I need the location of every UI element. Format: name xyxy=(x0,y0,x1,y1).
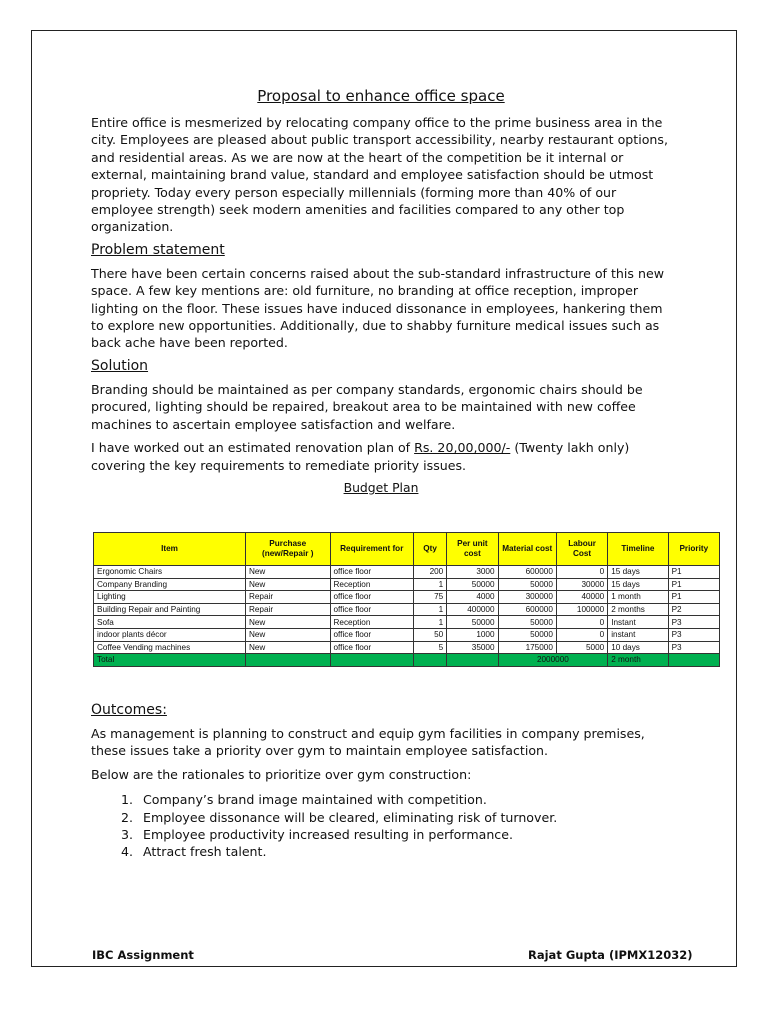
table-cell: 0 xyxy=(556,616,607,629)
plan-suffix: (Twenty lakh only) covering the key requirements to remediate priority issues. xyxy=(91,440,630,473)
table-cell: 4000 xyxy=(447,591,498,604)
total-empty-cell xyxy=(447,654,498,667)
table-cell: P3 xyxy=(668,628,719,641)
table-header-cell: Qty xyxy=(414,533,447,566)
rationale-intro: Below are the rationales to prioritize over gym construction: xyxy=(91,766,472,782)
table-cell: 300000 xyxy=(498,591,556,604)
table-row xyxy=(94,641,720,654)
table-cell: Building Repair and Painting xyxy=(94,603,246,616)
table-cell: office floor xyxy=(330,591,414,604)
table-header-cell: Requirement for xyxy=(330,533,414,566)
table-cell: instant xyxy=(608,628,668,641)
table-row xyxy=(94,591,720,604)
table-cell: Ergonomic Chairs xyxy=(94,566,246,579)
rationale-item: 4. Attract fresh talent. xyxy=(137,843,671,860)
table-cell: New xyxy=(245,641,330,654)
table-cell: 200 xyxy=(414,566,447,579)
table-cell: 50000 xyxy=(447,578,498,591)
table-cell: 40000 xyxy=(556,591,607,604)
footer-author: Rajat Gupta (IPMX12032) xyxy=(528,948,693,962)
plan-paragraph xyxy=(91,439,671,474)
rationale-item: 3. Employee productivity increased resulting in performance. xyxy=(137,826,671,843)
table-cell: 30000 xyxy=(556,578,607,591)
table-cell: Company Branding xyxy=(94,578,246,591)
table-cell: 50000 xyxy=(447,616,498,629)
table-cell: New xyxy=(245,578,330,591)
table-cell: indoor plants décor xyxy=(94,628,246,641)
outcomes-heading: Outcomes: xyxy=(91,702,167,718)
table-cell: 50000 xyxy=(498,616,556,629)
table-cell: P3 xyxy=(668,616,719,629)
table-cell: New xyxy=(245,628,330,641)
table-cell: 600000 xyxy=(498,603,556,616)
table-cell: 2 months xyxy=(608,603,668,616)
table-cell: Reception xyxy=(330,578,414,591)
table-cell: 400000 xyxy=(447,603,498,616)
table-row xyxy=(94,616,720,629)
table-cell: 0 xyxy=(556,628,607,641)
total-cell: 2 month xyxy=(608,654,668,667)
outcomes-paragraph: As management is planning to construct and equip gym facilities in company premises, these issues take a priority over gym to maintain employee satisfaction. xyxy=(91,726,645,759)
table-cell: 10 days xyxy=(608,641,668,654)
total-cell: 2000000 xyxy=(498,654,608,667)
table-cell: Sofa xyxy=(94,616,246,629)
table-header-cell: Timeline xyxy=(608,533,668,566)
plan-prefix: I have worked out an estimated renovation plan of xyxy=(91,440,415,456)
table-row xyxy=(94,628,720,641)
outcomes-section xyxy=(91,702,671,861)
solution-heading: Solution xyxy=(91,357,149,374)
total-empty-cell xyxy=(668,654,719,667)
rationale-item: 2. Employee dissonance will be cleared, eliminating risk of turnover. xyxy=(137,809,671,826)
document-title: Proposal to enhance office space xyxy=(257,87,505,105)
table-cell: 5 xyxy=(414,641,447,654)
table-cell: 100000 xyxy=(556,603,607,616)
table-header-cell: Priority xyxy=(668,533,719,566)
table-cell: Reception xyxy=(330,616,414,629)
table-cell: 5000 xyxy=(556,641,607,654)
table-cell: 1 xyxy=(414,616,447,629)
table-cell: P1 xyxy=(668,591,719,604)
total-empty-cell xyxy=(330,654,414,667)
total-empty-cell xyxy=(414,654,447,667)
table-cell: P1 xyxy=(668,566,719,579)
intro-paragraph: Entire office is mesmerized by relocating company office to the prime business area in the city. Employees are pleased about public transport accessibility, nearby restaurant options, and residential areas. As we are now at the heart of the competition be it internal or external, maintaining brand value, standard and employee satisfaction should be utmost propriety. Today every person especially millennials (forming more than 40% of our employee strength) seek modern amenities and facilities compared to any other top organization. xyxy=(91,115,668,235)
table-cell: Repair xyxy=(245,603,330,616)
table-header-cell: Material cost xyxy=(498,533,556,566)
table-cell: P3 xyxy=(668,641,719,654)
table-cell: New xyxy=(245,616,330,629)
table-header-row xyxy=(94,533,720,566)
table-cell: P2 xyxy=(668,603,719,616)
table-cell: 1 xyxy=(414,603,447,616)
table-cell: 75 xyxy=(414,591,447,604)
table-header-cell: Labour Cost xyxy=(556,533,607,566)
table-cell: office floor xyxy=(330,641,414,654)
document-body xyxy=(91,87,671,499)
table-header-cell: Item xyxy=(94,533,246,566)
budget-caption: Budget Plan xyxy=(343,479,419,495)
table-cell: Lighting xyxy=(94,591,246,604)
problem-heading: Problem statement xyxy=(91,241,225,258)
table-cell: 15 days xyxy=(608,578,668,591)
table-cell: 3000 xyxy=(447,566,498,579)
table-cell: 15 days xyxy=(608,566,668,579)
table-cell: office floor xyxy=(330,628,414,641)
table-cell: 175000 xyxy=(498,641,556,654)
rationale-item: 1. Company’s brand image maintained with competition. xyxy=(137,791,671,808)
problem-paragraph: There have been certain concerns raised about the sub-standard infrastructure of this new space. A few key mentions are: old furniture, no branding at office reception, improper lighting on the floor. These issues have induced dissonance in employees, hankering them to explore new opportunities. Additionally, due to shabby furniture medical issues such as back ache have been reported. xyxy=(91,265,665,351)
table-cell: 35000 xyxy=(447,641,498,654)
table-header-cell: Per unit cost xyxy=(447,533,498,566)
table-cell: 50000 xyxy=(498,628,556,641)
table-total-row xyxy=(94,654,720,667)
table-row xyxy=(94,566,720,579)
table-body xyxy=(94,566,720,667)
table-cell: New xyxy=(245,566,330,579)
plan-amount: Rs. 20,00,000/- xyxy=(414,440,511,456)
total-empty-cell xyxy=(245,654,330,667)
table-cell: 50000 xyxy=(498,578,556,591)
table-cell: 1 xyxy=(414,578,447,591)
table-row xyxy=(94,603,720,616)
rationale-list xyxy=(91,791,671,861)
table-cell: 1 month xyxy=(608,591,668,604)
table-cell: office floor xyxy=(330,603,414,616)
table-cell: 50 xyxy=(414,628,447,641)
table-cell: 1000 xyxy=(447,628,498,641)
table-cell: office floor xyxy=(330,566,414,579)
table-cell: Repair xyxy=(245,591,330,604)
total-cell: Total xyxy=(94,654,246,667)
table-cell: P1 xyxy=(668,578,719,591)
budget-table-container xyxy=(93,532,720,667)
table-header-cell: Purchase (new/Repair ) xyxy=(245,533,330,566)
table-cell: Instant xyxy=(608,616,668,629)
table-row xyxy=(94,578,720,591)
table-cell: 600000 xyxy=(498,566,556,579)
footer-assignment: IBC Assignment xyxy=(92,948,194,962)
table-cell: 0 xyxy=(556,566,607,579)
solution-paragraph: Branding should be maintained as per company standards, ergonomic chairs should be procured, lighting should be repaired, breakout area to be maintained with new coffee machines to ascertain employee satisfaction and welfare. xyxy=(91,381,643,432)
table-cell: Coffee Vending machines xyxy=(94,641,246,654)
budget-table xyxy=(93,532,720,667)
